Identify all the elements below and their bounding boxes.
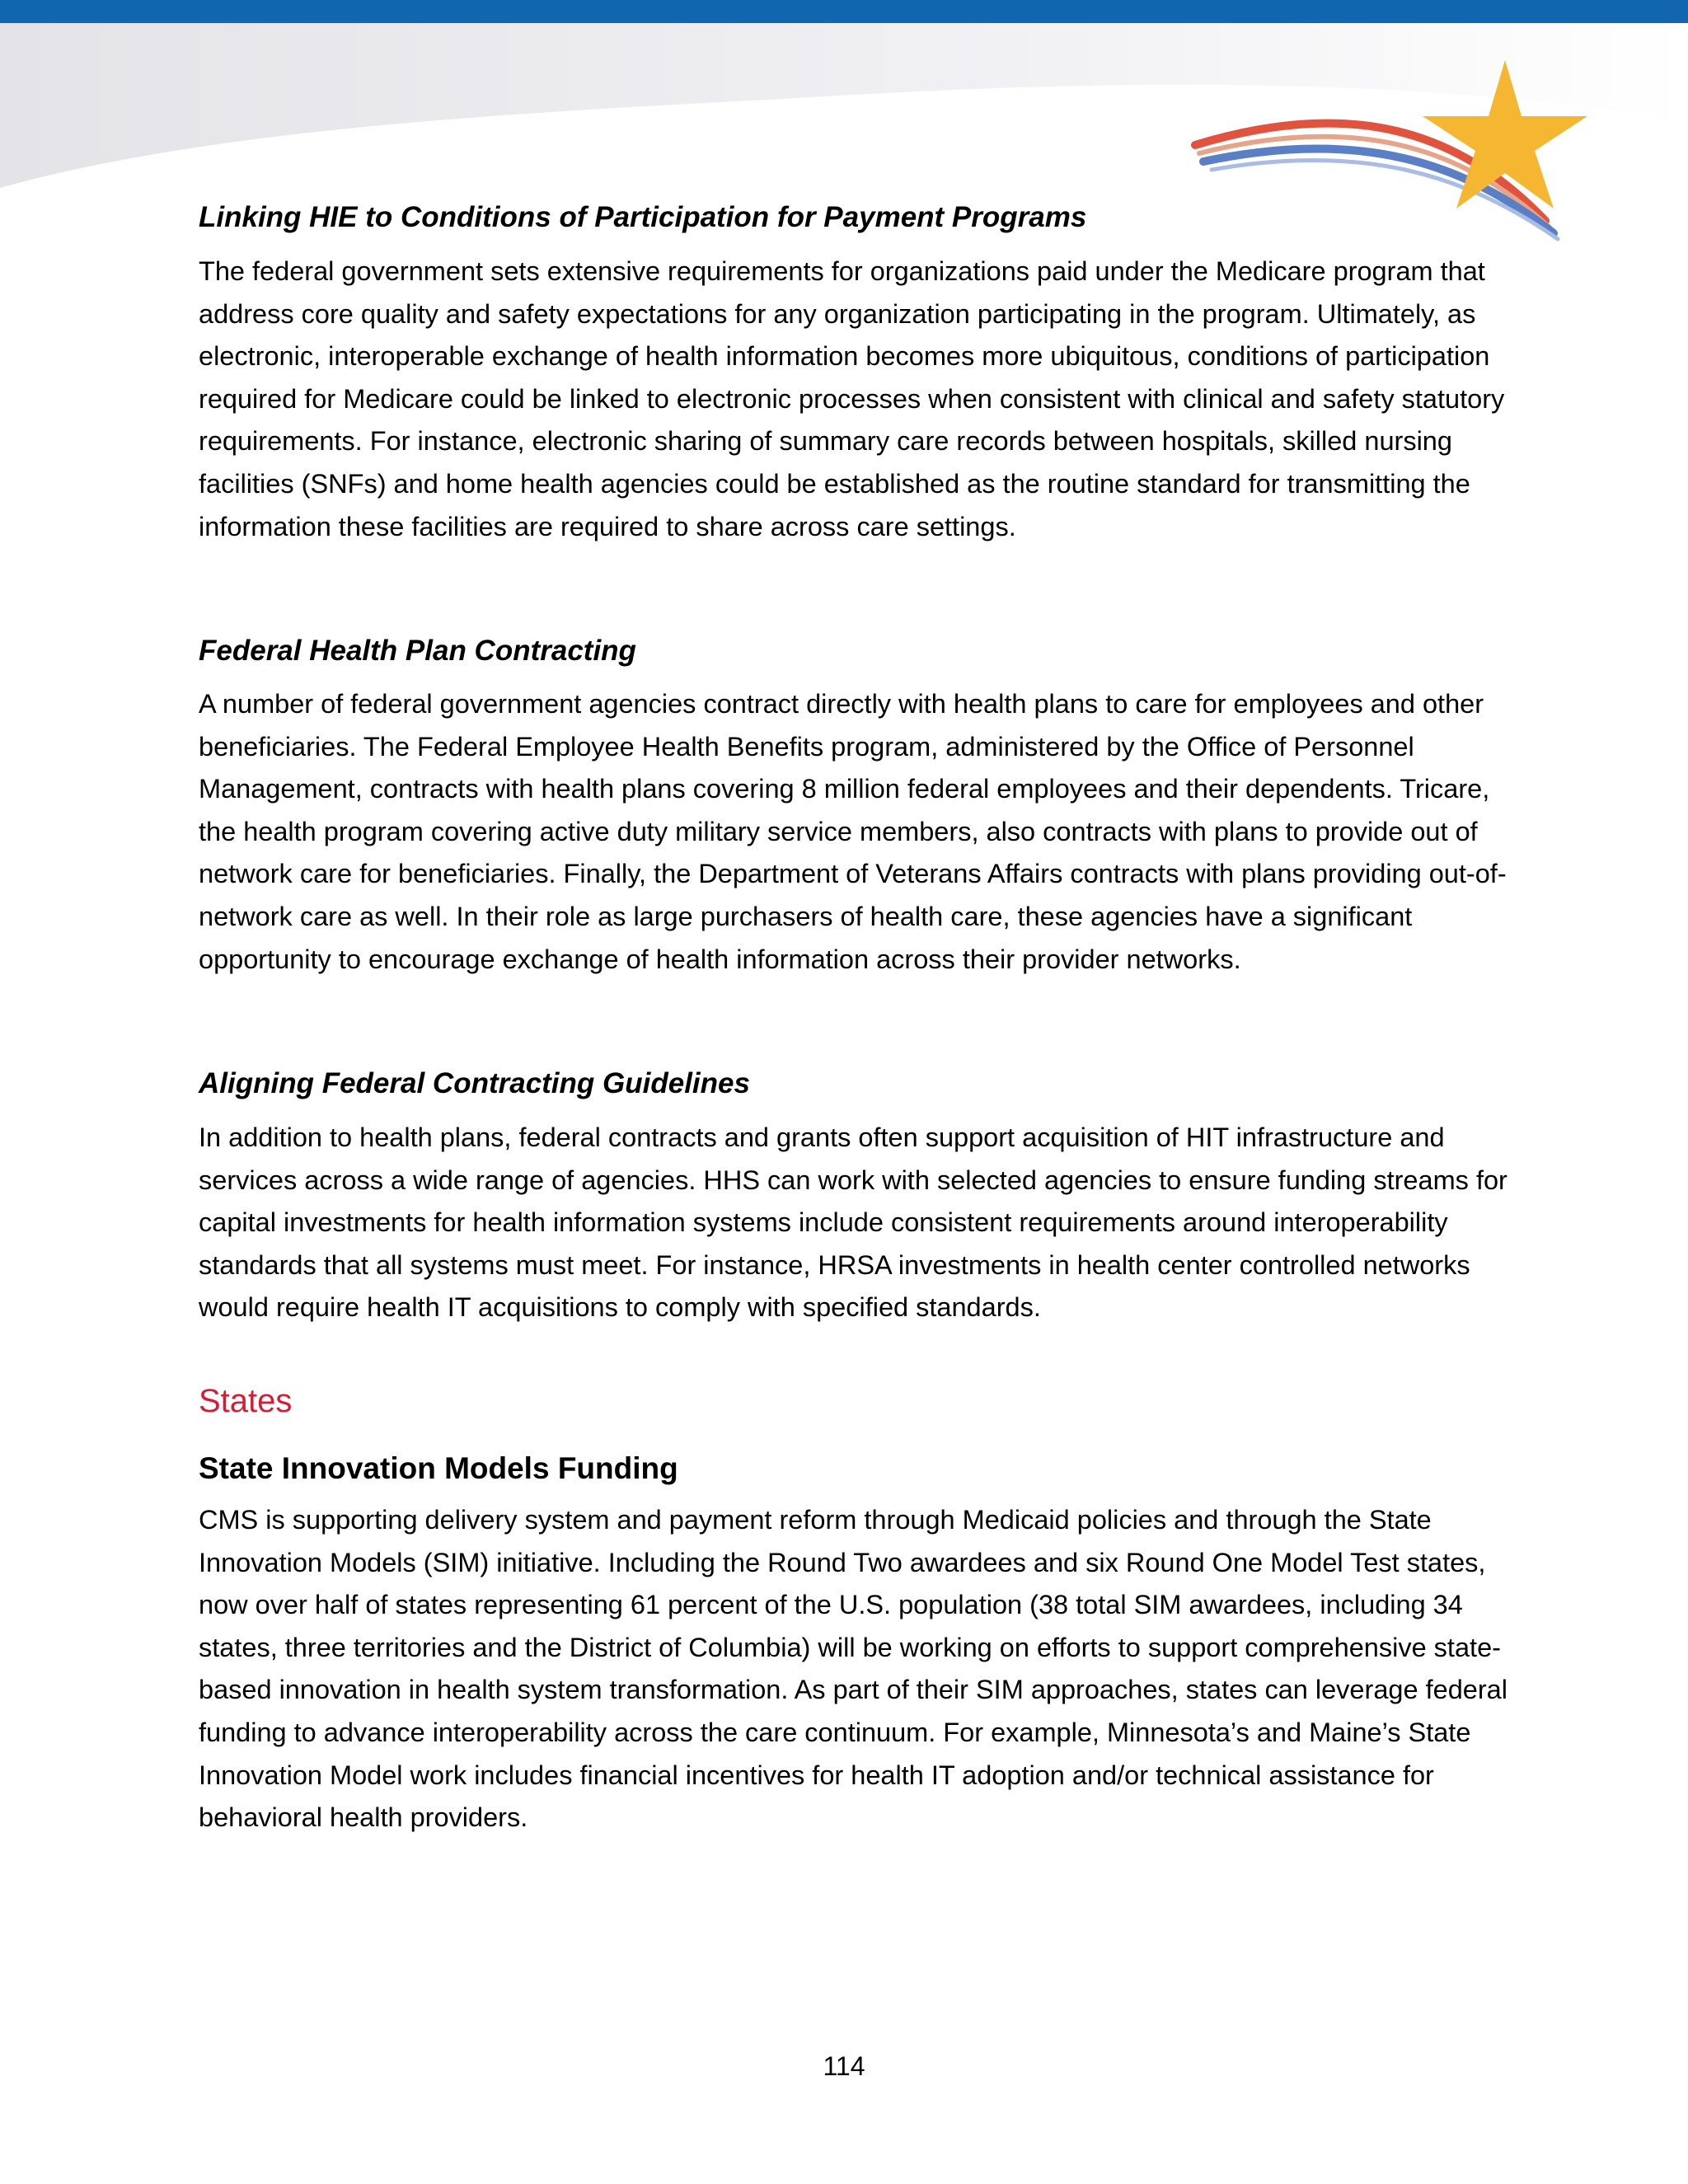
section-heading-state-innovation: State Innovation Models Funding — [199, 1451, 678, 1485]
section-heading-federal-health-plan: Federal Health Plan Contracting — [199, 635, 636, 667]
paragraph-hie-conditions: The federal government sets extensive requirements for organizations paid under the Medicare program that address core quality and safety expectations for any organization participating in the program. Ultimately, as electronic, interoperable exchange of health information becomes more ubiquitous, conditions of participation required for Medicare could be linked to electronic processes when consistent with clinical and safety statutory requirements. For instance, electronic sharing of summary care records between hospitals, skilled nursing facilities (SNFs) and home health agencies could be established as the routine standard for transmitting the information these facilities are required to share across care settings. — [199, 256, 1505, 541]
paragraph-state-innovation: CMS is supporting delivery system and payment reform through Medicaid policies and through the State Innovation Models (SIM) initiative. Including the Round Two awardees and six Round One Model Test states, now over half of states representing 61 percent of the U.S. population (38 total SIM awardees, including 34 states, three territories and the District of Columbia) will be working on efforts to support comprehensive state-based innovation in health system transformation. As part of their SIM approaches, states can leverage federal funding to advance interoperability across the care continuum. For example, Minnesota’s and Maine’s State Innovation Model work includes financial incentives for health IT adoption and/or technical assistance for behavioral health providers. — [199, 1505, 1507, 1833]
section-heading-federal-contracting: Aligning Federal Contracting Guidelines — [199, 1067, 750, 1099]
paragraph-federal-health-plan: A number of federal government agencies contract directly with health plans to care for employees and other beneficiaries. The Federal Employee Health Benefits program, administered by the Office of Personnel Management, contracts with health plans covering 8 million federal employees and their dependents. Tricare, the health program covering active duty military service members, also contracts with plans to provide out of network care for beneficiaries. Finally, the Department of Veterans Affairs contracts with plans providing out-of-network care as well. In their role as large purchasers of health care, these agencies have a significant opportunity to encourage exchange of health information across their provider networks. — [199, 689, 1507, 974]
paragraph-federal-contracting: In addition to health plans, federal contracts and grants often support acquisition of HIT infrastructure and services across a wide range of agencies. HHS can work with selected agencies to ensure funding streams for capital investments for health information systems include consistent requirements around interoperability standards that all systems must meet. For instance, HRSA investments in health center controlled networks would require health IT acquisitions to comply with specified standards. — [199, 1122, 1507, 1323]
section-heading-hie-conditions: Linking HIE to Conditions of Participation for Payment Programs — [199, 201, 1087, 233]
page-number: 114 — [823, 2051, 865, 2081]
top-color-band — [0, 0, 1688, 23]
states-heading: States — [199, 1383, 293, 1419]
